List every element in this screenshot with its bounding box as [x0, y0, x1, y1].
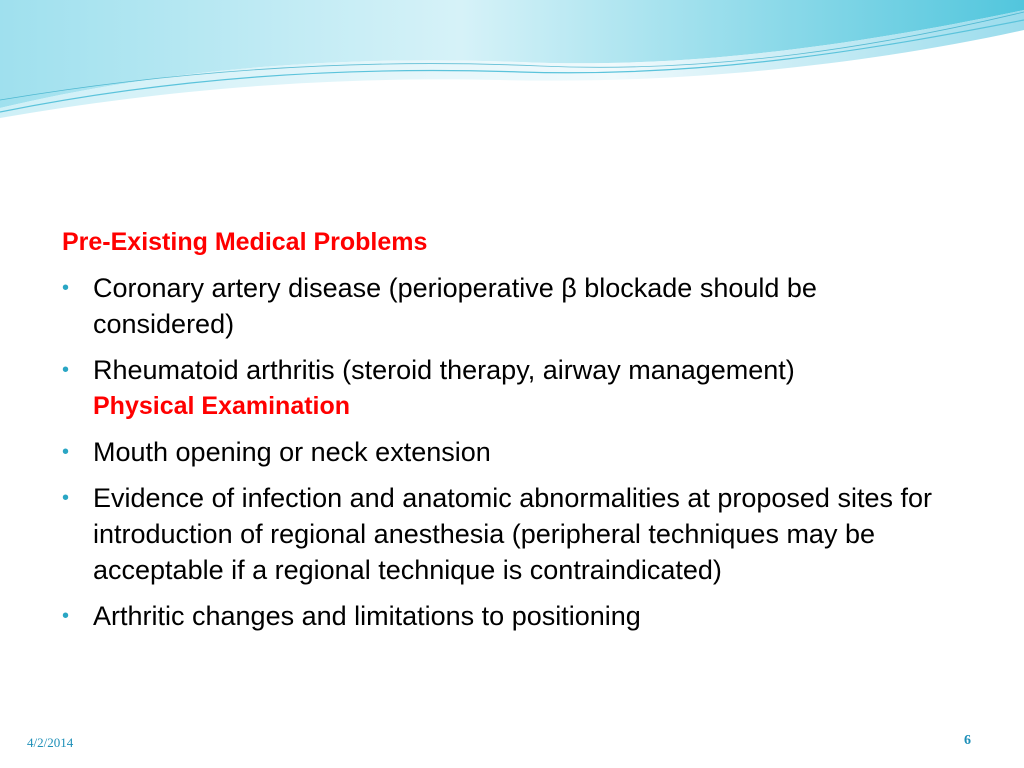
bullet-icon: •: [62, 487, 70, 509]
footer-date: 4/2/2014: [27, 735, 74, 750]
list-item: [62, 480, 962, 588]
list-item-text: Mouth opening or neck extension: [93, 437, 491, 467]
bullet-list: [62, 270, 962, 634]
list-item-text: Coronary artery disease (perioperative β blockade should be considered): [93, 273, 817, 339]
list-item: [62, 598, 962, 634]
bullet-icon: •: [62, 359, 70, 381]
slide-body: [62, 224, 962, 644]
page-number: 6: [964, 733, 971, 748]
list-item: [62, 434, 962, 470]
bullet-icon: •: [62, 277, 70, 299]
bullet-icon: •: [62, 605, 70, 627]
section-heading-pre-existing: Pre-Existing Medical Problems: [62, 228, 428, 256]
list-item-text: Evidence of infection and anatomic abnormalities at proposed sites for introduction of regional anesthesia (peripheral techniques may be acceptable if a regional technique is contraindicated): [93, 483, 932, 585]
list-item-text: Rheumatoid arthritis (steroid therapy, airway management): [93, 355, 795, 385]
bullet-icon: •: [62, 441, 70, 463]
list-item: [62, 270, 962, 342]
list-item-text: Arthritic changes and limitations to positioning: [93, 601, 641, 631]
decorative-wave-banner: [0, 0, 1024, 130]
section-heading-physical-exam: Physical Examination: [93, 392, 351, 420]
list-item: [62, 352, 962, 424]
